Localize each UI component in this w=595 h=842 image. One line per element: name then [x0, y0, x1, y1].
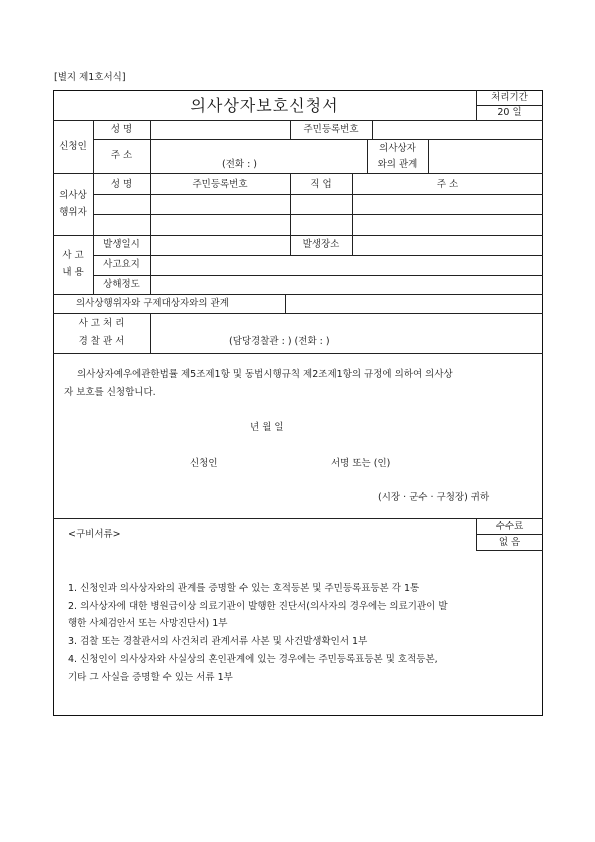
required-documents-header: <구비서류> — [68, 529, 121, 540]
divider — [53, 173, 543, 174]
incident-injury-field[interactable] — [151, 276, 542, 293]
incident-summary-label: 사고요지 — [103, 259, 140, 270]
statement-line-1: 의사상자예우에관한법률 제5조제1항 및 동법시행규칙 제2조제1항의 규정에 의하여 의사상 — [77, 369, 453, 380]
incident-date-label: 발생일시 — [103, 239, 140, 250]
police-officer-label: (담당경찰관 : ) (전화 : ) — [229, 336, 330, 347]
recipient-label: (시장 · 군수 · 구청장) 귀하 — [378, 492, 490, 503]
applicant-rrn-label: 주민등록번호 — [303, 124, 359, 135]
police-label-line1: 사 고 처 리 — [78, 318, 125, 329]
actor-section-label-line2: 행위자 — [59, 207, 87, 218]
divider — [476, 105, 543, 106]
signer-label: 신청인 — [190, 458, 218, 469]
incident-injury-label: 상해정도 — [103, 279, 140, 290]
document-item: 3. 검찰 또는 경찰관서의 사건처리 관계서류 사본 및 사건발생확인서 1부 — [68, 636, 368, 647]
applicant-address-field[interactable] — [151, 140, 366, 172]
actor-job-label: 직 업 — [310, 179, 332, 190]
divider — [476, 550, 543, 551]
divider — [53, 518, 543, 519]
incident-place-label: 발생장소 — [302, 239, 340, 250]
actor-name-label: 성 명 — [110, 179, 133, 190]
police-station-field[interactable] — [151, 314, 542, 352]
applicant-name-field[interactable] — [151, 121, 289, 138]
processing-period-value: 20 일 — [497, 107, 522, 118]
document-item: 행한 사체검안서 또는 사망진단서) 1부 — [68, 618, 228, 629]
form-number-label: [별지 제1호서식] — [54, 72, 126, 83]
applicant-phone-label: (전화 : ) — [222, 159, 258, 170]
divider — [476, 534, 543, 535]
processing-period-label: 처리기간 — [491, 92, 528, 103]
form-title: 의사상자보호신청서 — [190, 96, 339, 115]
actor-section-label-line1: 의사상 — [59, 190, 87, 201]
application-date: 년 월 일 — [250, 422, 284, 433]
police-label-line2: 경 찰 관 서 — [78, 336, 125, 347]
applicant-address-label: 주 소 — [110, 150, 133, 161]
document-item: 4. 신청인이 의사상자와 사실상의 혼인관계에 있는 경우에는 주민등록표등본 및 호적등본, — [68, 654, 438, 665]
applicant-relation-field[interactable] — [429, 140, 542, 172]
applicant-name-label: 성 명 — [110, 124, 133, 135]
actor-row-1[interactable] — [94, 195, 543, 213]
actor-row-2[interactable] — [94, 215, 543, 234]
actor-address-label: 주 소 — [436, 179, 459, 190]
applicant-rrn-field[interactable] — [373, 121, 542, 138]
signature-label: 서명 또는 (인) — [331, 458, 391, 469]
divider — [53, 353, 543, 354]
document-item: 1. 신청인과 의사상자와의 관계를 증명할 수 있는 호적등본 및 주민등록표등본 각 1통 — [68, 583, 420, 594]
document-item: 2. 의사상자에 대한 병원급이상 의료기관이 발행한 진단서(의사자의 경우에는 의료기관이 발 — [68, 601, 448, 612]
actor-beneficiary-relation-field[interactable] — [286, 295, 542, 312]
incident-section-label-line2: 내 용 — [62, 267, 84, 278]
incident-summary-field[interactable] — [151, 256, 542, 274]
incident-place-field[interactable] — [353, 236, 542, 254]
statement-line-2: 자 보호를 신청합니다. — [64, 387, 156, 398]
applicant-section-label: 신청인 — [59, 141, 87, 152]
incident-date-field[interactable] — [151, 236, 289, 254]
relation-label-line2: 와의 관계 — [377, 159, 418, 170]
relation-label-line1: 의사상자 — [379, 143, 416, 154]
fee-label: 수수료 — [495, 521, 524, 532]
actor-beneficiary-relation-label: 의사상행위자와 구제대상자와의 관계 — [76, 298, 229, 309]
document-item: 기타 그 사실을 증명할 수 있는 서류 1부 — [68, 672, 233, 683]
actor-rrn-label: 주민등록번호 — [192, 179, 248, 190]
fee-value: 없 음 — [498, 537, 521, 548]
incident-section-label-line1: 사 고 — [62, 250, 84, 261]
